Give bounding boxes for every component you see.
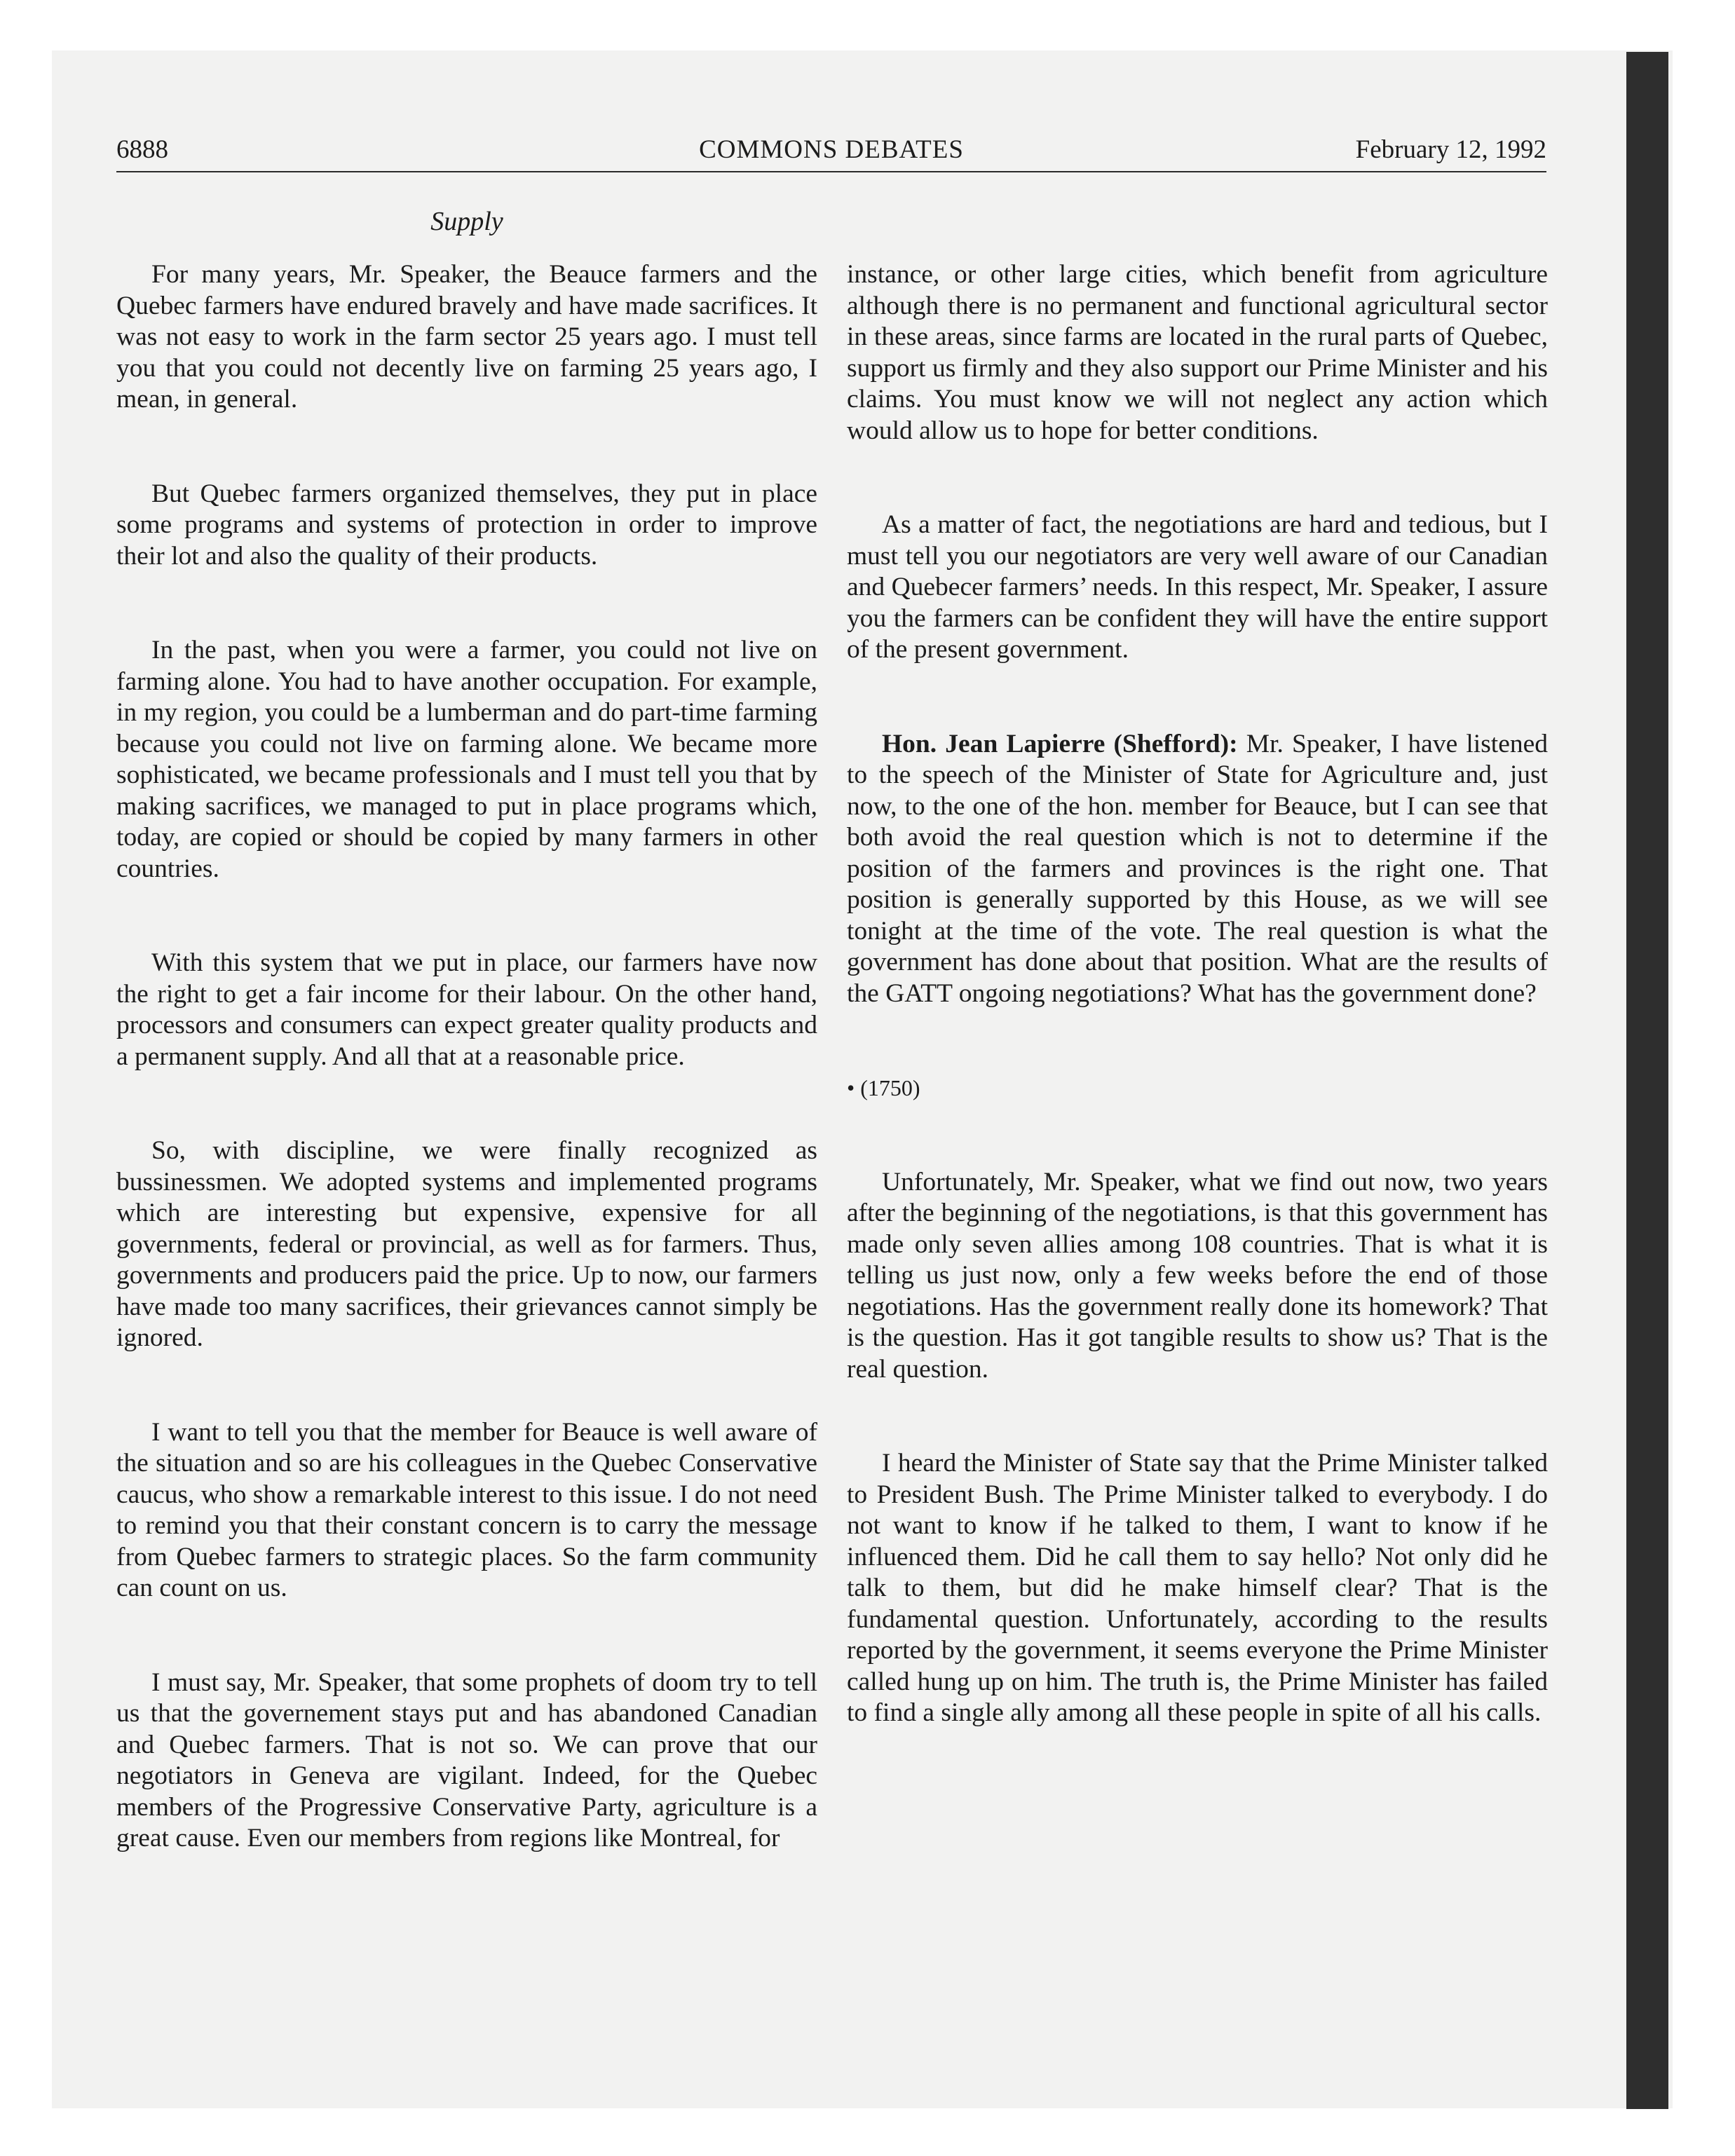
right-column <box>847 259 1548 1729</box>
paragraph: For many years, Mr. Speaker, the Beauce farmers and the Quebec farmers have endured bravely and have made sacrifices. It was not easy to work in the farm sector 25 years ago. I must tell you that you could not decently live on farming 25 years ago, I mean, in general. <box>116 260 817 414</box>
paragraph: With this system that we put in place, our farmers have now the right to get a fair income for their labour. On the other hand, processors and consumers can expect greater quality products and a permanent supply. And all that at a reasonable price. <box>116 948 817 1071</box>
header-rule <box>116 171 1546 172</box>
paragraph: But Quebec farmers organized themselves, they put in place some programs and systems of protection in order to improve their lot and also the quality of their products. <box>116 479 817 571</box>
paragraph: In the past, when you were a farmer, you could not live on farming alone. You had to have another occupation. For example, in my region, you could be a lumberman and do part-time farming because you could not live on farming alone. We became more sophisticated, we became professionals and I must tell you that by making sacrifices, we managed to put in place programs which, today, are copied or should be copied by many farmers in other countries. <box>116 636 817 883</box>
page-header <box>116 133 1546 172</box>
paragraph: So, with discipline, we were finally recognized as bussinessmen. We adopted systems and implemented programs which are interesting but expensive, expensive for all governments, federal or provincial, as well as for farmers. Thus, governments and producers paid the price. Up to now, our farmers have made too many sacrifices, their grievances cannot simply be ignored. <box>116 1136 817 1352</box>
paragraph: I want to tell you that the member for Beauce is well aware of the situation and so are his colleagues in the Quebec Conservative caucus, who show a remarkable interest to this issue. I do not need to remind you that their constant concern is to carry the message from Quebec farmers to strategic places. So the farm community can count on us. <box>116 1417 817 1602</box>
speech-paragraph <box>847 729 1548 1010</box>
left-column <box>116 259 817 1855</box>
speaker-name: Hon. Jean Lapierre (Shefford): <box>882 729 1238 758</box>
paragraph: Unfortunately, Mr. Speaker, what we find out now, two years after the beginning of the negotiations, is that this government has made only seven allies among 108 countries. That is what it is telling us just now, only a few weeks before the end of those negotiations. Has the government really done its homework? That is the question. Has it got tangible results to show us? That is the real question. <box>847 1167 1548 1384</box>
scan-edge-shadow <box>1626 52 1668 2109</box>
paragraph: I heard the Minister of State say that the Prime Minister talked to President Bush. The Prime Minister talked to everybody. I do not want to know if he talked to them, I want to know if he influenced them. Did he call them to say hello? Not only did he talk to them, but did he make himself clear? That is the fundamental question. Unfortunately, according to the results reported by the government, it seems everyone the Prime Minister called hung up on him. The truth is, the Prime Minister has failed to find a single ally among all these people in spite of all his calls. <box>847 1449 1548 1727</box>
publication-date: February 12, 1992 <box>1355 135 1546 164</box>
section-title: Supply <box>430 207 503 236</box>
paragraph: As a matter of fact, the negotiations are hard and tedious, but I must tell you our negotiators are very well aware of our Canadian and Quebecer farmers’ needs. In this respect, Mr. Speaker, I assure you the farmers can be confident they will have the entire support of the present government. <box>847 510 1548 664</box>
page-number: 6888 <box>116 135 168 164</box>
speech-text: Mr. Speaker, I have listened to the speech of the Minister of State for Agriculture and, just now, to the one of the hon. member for Beauce, but I can see that both avoid the real question which is not to determine if the position of the farmers and provinces is the right one. That position is generally supported by this House, as we will see tonight at the time of the vote. The real question is what the government has done about that position. What are the results of the GATT ongoing negotiations? What has the government done? <box>847 729 1549 1008</box>
publication-title: COMMONS DEBATES <box>699 135 964 164</box>
timestamp: • (1750) <box>847 1075 920 1100</box>
paragraph: I must say, Mr. Speaker, that some prophets of doom try to tell us that the governement stays put and has abandoned Canadian and Quebec farmers. That is not so. We can prove that our negotiators in Geneva are vigilant. Indeed, for the Quebec members of the Progressive Conservative Party, agriculture is a great cause. Even our members from regions like Montreal, for <box>116 1667 817 1853</box>
paragraph: instance, or other large cities, which benefit from agriculture although there is no permanent and functional agricultural sector in these areas, since farms are located in the rural parts of Quebec, support us firmly and they also support our Prime Minister and his claims. You must know we will not neglect any action which would allow us to hope for better conditions. <box>847 260 1548 445</box>
